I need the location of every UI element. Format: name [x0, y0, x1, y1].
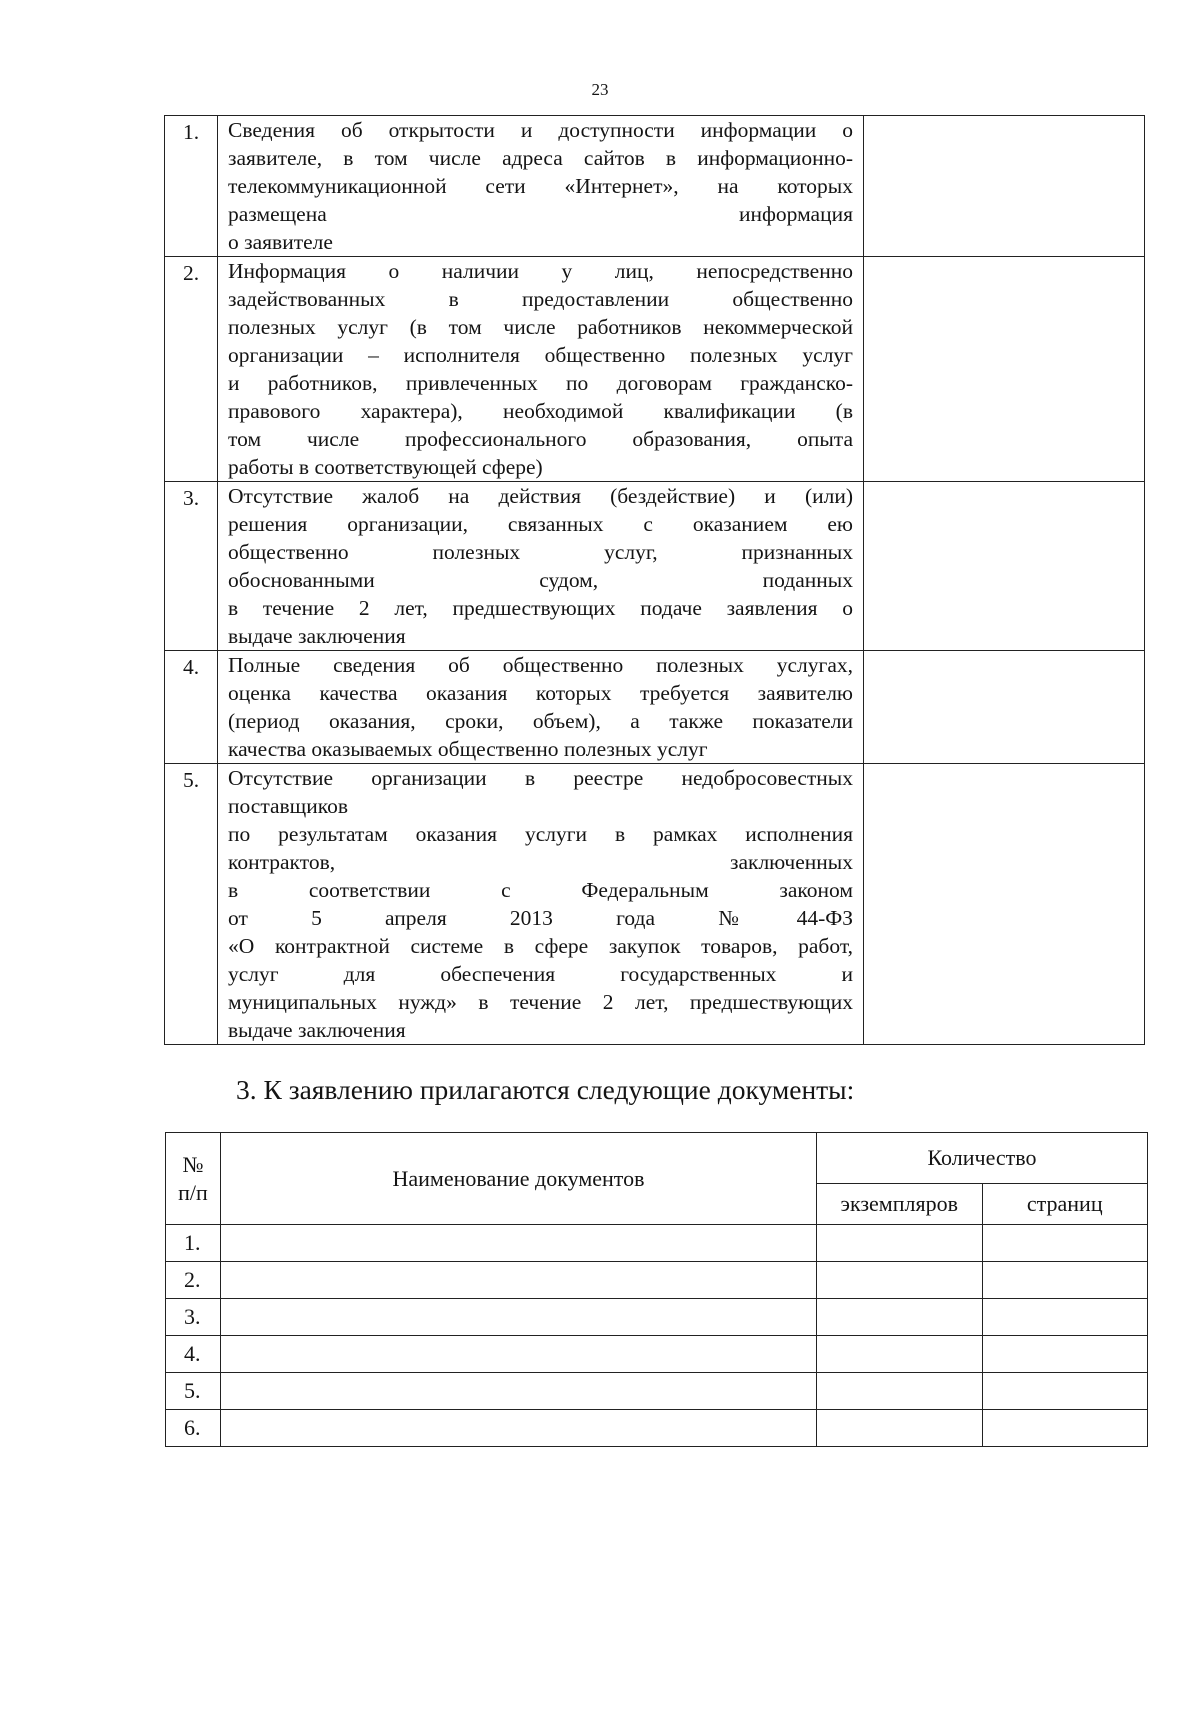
document-copies-cell[interactable]	[817, 1225, 983, 1262]
document-name-cell[interactable]	[221, 1336, 817, 1373]
criteria-row-response-cell[interactable]	[864, 257, 1145, 482]
criteria-text-line: услуг для обеспечения государственных и	[228, 962, 853, 986]
criteria-text-line: Сведения об открытости и доступности информации о	[228, 118, 853, 142]
document-row	[166, 1299, 1148, 1336]
documents-table	[165, 1132, 1148, 1447]
criteria-text-line: качества оказываемых общественно полезных услуг	[228, 737, 708, 761]
column-header-quantity: Количество	[817, 1133, 1148, 1184]
criteria-row	[165, 482, 1145, 651]
criteria-text-line: размещена информация	[228, 202, 853, 226]
criteria-text-line: Полные сведения об общественно полезных услугах,	[228, 653, 853, 677]
criteria-text-line: заявителе, в том числе адреса сайтов в информационно-	[228, 146, 853, 170]
column-header-copies: экземпляров	[817, 1184, 983, 1225]
criteria-row-response-cell[interactable]	[864, 116, 1145, 257]
criteria-text-line: и работников, привлеченных по договорам гражданско-	[228, 371, 853, 395]
document-row-number: 1.	[166, 1225, 221, 1262]
column-header-number	[166, 1133, 221, 1225]
criteria-row	[165, 764, 1145, 1045]
criteria-text-line: организации – исполнителя общественно полезных услуг	[228, 343, 853, 367]
document-name-cell[interactable]	[221, 1262, 817, 1299]
column-header-pages: страниц	[982, 1184, 1148, 1225]
criteria-text-line: о заявителе	[228, 230, 333, 254]
section-heading: 3. К заявлению прилагаются следующие документы:	[236, 1074, 855, 1105]
criteria-text-line: задействованных в предоставлении общественно	[228, 287, 853, 311]
document-name-cell[interactable]	[221, 1373, 817, 1410]
document-copies-cell[interactable]	[817, 1336, 983, 1373]
document-row	[166, 1262, 1148, 1299]
criteria-text-line: полезных услуг (в том числе работников некоммерческой	[228, 315, 853, 339]
document-row-number: 5.	[166, 1373, 221, 1410]
column-header-document-name: Наименование документов	[221, 1133, 817, 1225]
criteria-table-body	[165, 116, 1145, 1045]
column-header-number-line-1: №	[182, 1151, 204, 1177]
document-copies-cell[interactable]	[817, 1410, 983, 1447]
criteria-text-line: выдаче заключения	[228, 1018, 406, 1042]
criteria-text-line: от 5 апреля 2013 года №44-ФЗ	[228, 906, 853, 930]
criteria-row-response-cell[interactable]	[864, 651, 1145, 764]
criteria-text-line: Информация о наличии у лиц, непосредственно	[228, 259, 853, 283]
criteria-text-line: в соответствии с Федеральным законом	[228, 878, 853, 902]
document-row-number: 4.	[166, 1336, 221, 1373]
document-copies-cell[interactable]	[817, 1262, 983, 1299]
criteria-text-line: Отсутствие организации в реестре недобросовестных	[228, 766, 853, 790]
criteria-text-line: Отсутствие жалоб на действия (бездействие) и (или)	[228, 484, 853, 508]
criteria-row-text	[218, 482, 864, 651]
document-row	[166, 1225, 1148, 1262]
criteria-text-line: телекоммуникационной сети «Интернет», на которых	[228, 174, 853, 198]
criteria-row-number: 1.	[165, 116, 218, 257]
criteria-row-text	[218, 764, 864, 1045]
document-row-number: 3.	[166, 1299, 221, 1336]
criteria-text-line: муниципальных нужд» в течение 2 лет, предшествующих	[228, 990, 853, 1014]
criteria-text-line: «О контрактной системе в сфере закупок товаров, работ,	[228, 934, 853, 958]
document-copies-cell[interactable]	[817, 1373, 983, 1410]
column-header-number-line-2: п/п	[178, 1179, 208, 1205]
criteria-text-line: работы в соответствующей сфере)	[228, 455, 543, 479]
criteria-text-line: по результатам оказания услуги в рамках исполнения	[228, 822, 853, 846]
document-pages-cell[interactable]	[982, 1225, 1148, 1262]
document-row-number: 2.	[166, 1262, 221, 1299]
criteria-row-text	[218, 116, 864, 257]
criteria-row-number: 5.	[165, 764, 218, 1045]
criteria-row-text	[218, 651, 864, 764]
document-name-cell[interactable]	[221, 1410, 817, 1447]
criteria-text-line: обоснованными судом, поданных	[228, 568, 853, 592]
document-copies-cell[interactable]	[817, 1299, 983, 1336]
document-pages-cell[interactable]	[982, 1262, 1148, 1299]
criteria-row-number: 2.	[165, 257, 218, 482]
document-row-number: 6.	[166, 1410, 221, 1447]
criteria-text-line: том числе профессионального образования, опыта	[228, 427, 853, 451]
page-number: 23	[591, 80, 609, 99]
documents-table-header	[166, 1133, 1148, 1225]
criteria-row	[165, 257, 1145, 482]
document-row	[166, 1410, 1148, 1447]
criteria-text-line: общественно полезных услуг, признанных	[228, 540, 853, 564]
criteria-row-number: 4.	[165, 651, 218, 764]
document-row	[166, 1373, 1148, 1410]
document-name-cell[interactable]	[221, 1299, 817, 1336]
document-pages-cell[interactable]	[982, 1299, 1148, 1336]
criteria-row	[165, 651, 1145, 764]
document-row	[166, 1336, 1148, 1373]
criteria-text-line: оценка качества оказания которых требуется заявителю	[228, 681, 853, 705]
criteria-row-text	[218, 257, 864, 482]
criteria-text-line: правового характера), необходимой квалификации (в	[228, 399, 853, 423]
criteria-text-line: поставщиков	[228, 794, 349, 818]
document-name-cell[interactable]	[221, 1225, 817, 1262]
criteria-text-line: выдаче заключения	[228, 624, 406, 648]
criteria-row-number: 3.	[165, 482, 218, 651]
criteria-text-line: в течение 2 лет, предшествующих подаче заявления о	[228, 596, 853, 620]
document-pages-cell[interactable]	[982, 1410, 1148, 1447]
criteria-text-line: (период оказания, сроки, объем), а также показатели	[228, 709, 853, 733]
criteria-table	[164, 115, 1145, 1045]
criteria-text-line: контрактов, заключенных	[228, 850, 853, 874]
document-pages-cell[interactable]	[982, 1336, 1148, 1373]
documents-table-body	[166, 1225, 1148, 1447]
document-pages-cell[interactable]	[982, 1373, 1148, 1410]
criteria-text-line: решения организации, связанных с оказанием ею	[228, 512, 853, 536]
criteria-row-response-cell[interactable]	[864, 764, 1145, 1045]
criteria-row	[165, 116, 1145, 257]
criteria-row-response-cell[interactable]	[864, 482, 1145, 651]
